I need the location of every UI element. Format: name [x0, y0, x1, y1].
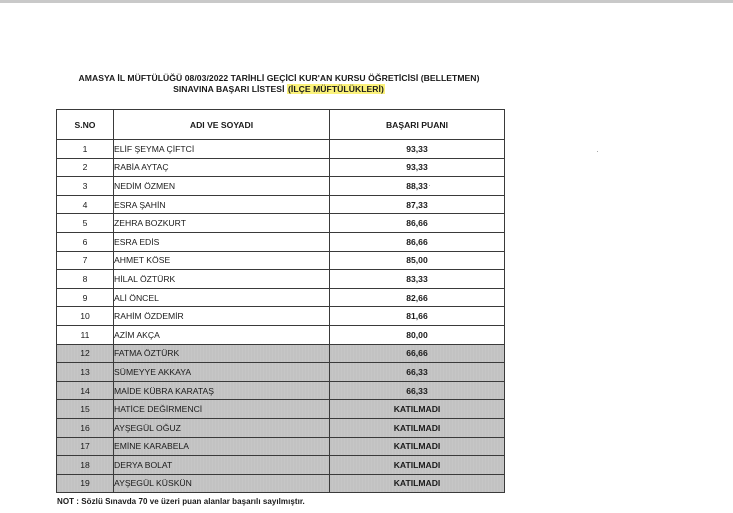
table-row — [57, 418, 505, 437]
row-number: 2 — [57, 158, 114, 177]
table-row — [57, 158, 505, 177]
row-name: HATİCE DEĞİRMENCİ — [114, 400, 330, 419]
row-score: KATILMADI — [330, 456, 505, 475]
row-number: 13 — [57, 363, 114, 382]
row-score: 93,33 — [330, 158, 505, 177]
row-number: 18 — [57, 456, 114, 475]
row-score: 88,33 — [330, 177, 505, 196]
row-number: 7 — [57, 251, 114, 270]
row-name: ZEHRA BOZKURT — [114, 214, 330, 233]
row-score: KATILMADI — [330, 474, 505, 493]
row-number: 15 — [57, 400, 114, 419]
title-line-1: AMASYA İL MÜFTÜLÜĞÜ 08/03/2022 TARİHLİ GEÇİCİ KUR'AN KURSU ÖĞRETİCİSİ (BELLETMEN) — [78, 73, 480, 83]
row-name: NEDİM ÖZMEN — [114, 177, 330, 196]
table-row — [57, 270, 505, 289]
table-row — [57, 307, 505, 326]
footnote: NOT : Sözlü Sınavda 70 ve üzeri puan alanlar başarılı sayılmıştır. — [57, 497, 305, 506]
row-score: 86,66 — [330, 214, 505, 233]
row-name: RAHİM ÖZDEMİR — [114, 307, 330, 326]
title-line-2 — [56, 84, 502, 95]
row-name: AHMET KÖSE — [114, 251, 330, 270]
row-number: 5 — [57, 214, 114, 233]
row-score: 82,66 — [330, 288, 505, 307]
row-score: 93,33 — [330, 140, 505, 159]
row-score: 81,66 — [330, 307, 505, 326]
table-row — [57, 437, 505, 456]
row-score: KATILMADI — [330, 418, 505, 437]
row-name: FATMA ÖZTÜRK — [114, 344, 330, 363]
row-name: SÜMEYYE AKKAYA — [114, 363, 330, 382]
table-row — [57, 456, 505, 475]
row-score: 86,66 — [330, 232, 505, 251]
row-number: 4 — [57, 195, 114, 214]
header-score: BAŞARI PUANI — [330, 110, 505, 140]
row-number: 19 — [57, 474, 114, 493]
table-row — [57, 140, 505, 159]
table-row — [57, 177, 505, 196]
table-row — [57, 195, 505, 214]
row-name: HİLAL ÖZTÜRK — [114, 270, 330, 289]
row-score: 87,33 — [330, 195, 505, 214]
row-number: 1 — [57, 140, 114, 159]
table-row — [57, 344, 505, 363]
header-name: ADI VE SOYADI — [114, 110, 330, 140]
table-row — [57, 474, 505, 493]
table-row — [57, 400, 505, 419]
table-row — [57, 381, 505, 400]
table-body — [57, 140, 505, 493]
row-number: 17 — [57, 437, 114, 456]
row-number: 10 — [57, 307, 114, 326]
title-line-2-text: SINAVINA BAŞARI LİSTESİ — [173, 84, 285, 94]
row-name: EMİNE KARABELA — [114, 437, 330, 456]
title-highlight: (İLÇE MÜFTÜLÜKLERİ) — [287, 84, 384, 94]
row-score: 66,33 — [330, 381, 505, 400]
row-name: ELİF ŞEYMA ÇİFTCİ — [114, 140, 330, 159]
row-score: 66,33 — [330, 363, 505, 382]
row-number: 8 — [57, 270, 114, 289]
row-number: 6 — [57, 232, 114, 251]
row-name: MAİDE KÜBRA KARATAŞ — [114, 381, 330, 400]
table-row — [57, 325, 505, 344]
row-name: AZİM AKÇA — [114, 325, 330, 344]
row-score: 85,00 — [330, 251, 505, 270]
table-row — [57, 232, 505, 251]
document-title — [56, 73, 502, 95]
row-score: 66,66 — [330, 344, 505, 363]
table-row — [57, 363, 505, 382]
header-sno: S.NO — [57, 110, 114, 140]
row-number: 3 — [57, 177, 114, 196]
row-number: 14 — [57, 381, 114, 400]
results-table — [56, 109, 505, 493]
row-name: DERYA BOLAT — [114, 456, 330, 475]
scan-speck: · — [428, 180, 431, 190]
row-name: ESRA ŞAHİN — [114, 195, 330, 214]
scan-speck: · — [596, 146, 599, 156]
row-name: ESRA EDİS — [114, 232, 330, 251]
row-score: KATILMADI — [330, 437, 505, 456]
row-score: 83,33 — [330, 270, 505, 289]
table-row — [57, 251, 505, 270]
row-number: 12 — [57, 344, 114, 363]
row-score: 80,00 — [330, 325, 505, 344]
row-name: AYŞEGÜL OĞUZ — [114, 418, 330, 437]
table-row — [57, 288, 505, 307]
top-border — [0, 0, 733, 3]
table-row — [57, 214, 505, 233]
row-number: 9 — [57, 288, 114, 307]
row-name: AYŞEGÜL KÜSKÜN — [114, 474, 330, 493]
row-number: 16 — [57, 418, 114, 437]
table-header-row — [57, 110, 505, 140]
row-number: 11 — [57, 325, 114, 344]
row-score: KATILMADI — [330, 400, 505, 419]
row-name: ALİ ÖNCEL — [114, 288, 330, 307]
row-name: RABİA AYTAÇ — [114, 158, 330, 177]
